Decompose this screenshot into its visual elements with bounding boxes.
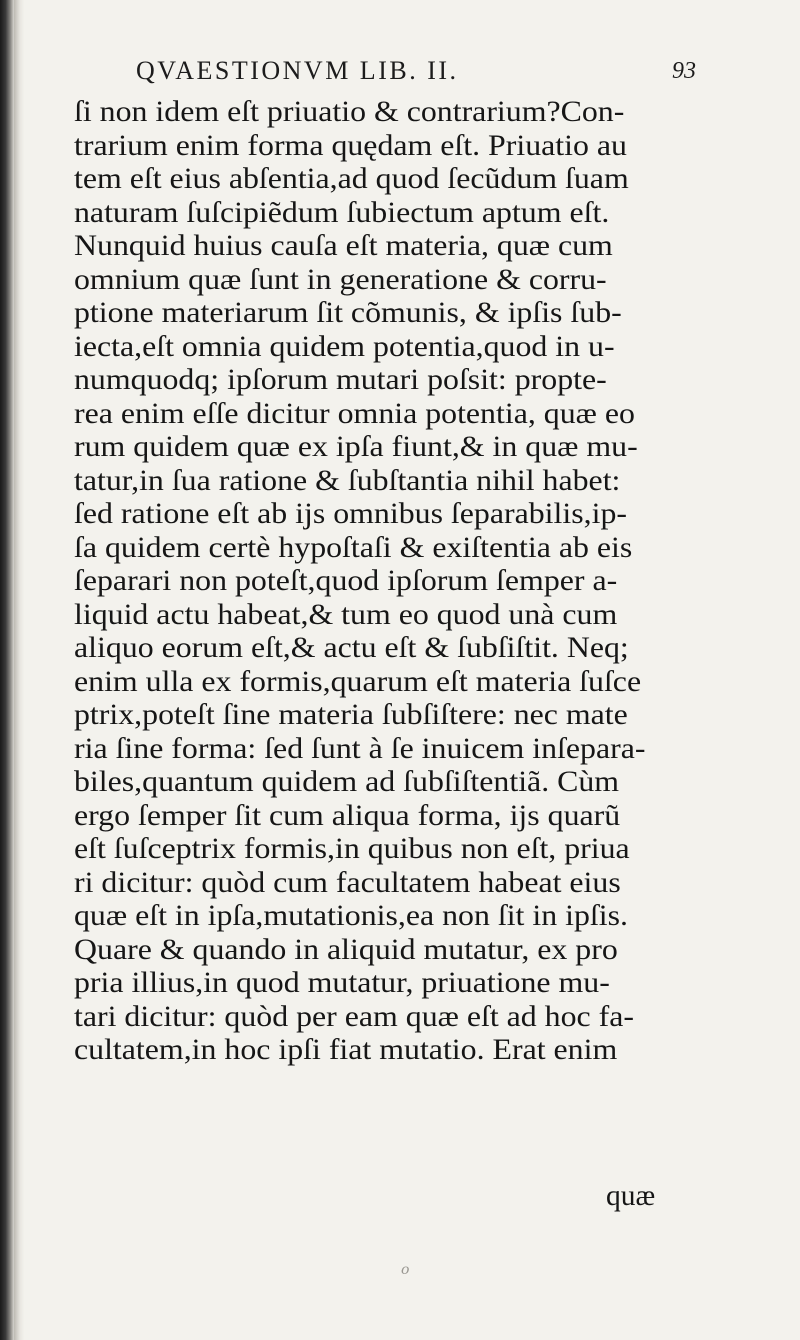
- text-line: trarium enim forma quędam eſt. Priuatio au: [74, 129, 627, 162]
- text-line: ergo ſemper ſit cum aliqua forma, ijs quarũ: [74, 799, 621, 832]
- text-line: enim ulla ex formis,quarum eſt materia ſuſce: [74, 665, 642, 698]
- page-number: 93: [672, 58, 696, 84]
- book-page: [24, 0, 800, 1340]
- book-spine-shadow: [0, 0, 14, 1340]
- text-line: liquid actu habeat,& tum eo quod unà cum: [74, 598, 618, 631]
- text-line: tem eſt eius abſentia,ad quod ſecũdum ſuam: [74, 163, 629, 195]
- text-line: aliquo eorum eſt,& actu eſt & ſubſiſtit. Neq;: [74, 632, 629, 664]
- text-line: eſt ſuſceptrix formis,in quibus non eſt, priua: [74, 833, 630, 865]
- text-line: ſed ratione eſt ab ijs omnibus ſeparabilis,ip-: [74, 498, 627, 530]
- text-line: rea enim eſſe dicitur omnia potentia, quæ eo: [74, 397, 635, 430]
- body-text: [74, 96, 684, 1068]
- text-line: biles,quantum quidem ad ſubſiſtentiã. Cùm: [74, 766, 620, 798]
- text-line: rum quidem quæ ex ipſa fiunt,& in quæ mu-: [74, 431, 638, 463]
- page-gutter: [14, 0, 24, 1340]
- text-line: tatur,in ſua ratione & ſubſtantia nihil habet:: [74, 464, 621, 497]
- text-line: tari dicitur: quòd per eam quæ eſt ad hoc fa-: [74, 1000, 635, 1033]
- catchword: quæ: [606, 1180, 656, 1212]
- text-line: ſi non idem eſt priuatio & contrarium?Con-: [74, 96, 625, 128]
- text-line: ri dicitur: quòd cum facultatem habeat eius: [74, 866, 621, 899]
- text-line: quæ eſt in ipſa,mutationis,ea non ſit in ipſis.: [74, 900, 628, 932]
- text-line: pria illius,in quod mutatur, priuatione mu-: [74, 967, 610, 999]
- text-line: naturam ſuſcipiẽdum ſubiectum aptum eſt.: [74, 196, 610, 229]
- running-head: [136, 50, 696, 90]
- text-line: ria ſine forma: ſed ſunt à ſe inuicem inſepara-: [74, 732, 646, 765]
- text-line: ptione materiarum ſit cõmunis, & ipſis ſub-: [74, 297, 622, 329]
- text-line: ſeparari non poteſt,quod ipſorum ſemper a-: [74, 565, 618, 597]
- text-line: ptrix,poteſt ſine materia ſubſiſtere: nec mate: [74, 699, 628, 731]
- text-line: iecta,eſt omnia quidem potentia,quod in u-: [74, 330, 615, 363]
- text-line: cultatem,in hoc ipſi fiat mutatio. Erat enim: [74, 1034, 618, 1066]
- text-line: Nunquid huius cauſa eſt materia, quæ cum: [74, 230, 613, 262]
- paper-mark: o: [401, 1262, 410, 1278]
- text-line: omnium quæ ſunt in generatione & corru-: [74, 263, 607, 296]
- running-title: QVAESTIONVM LIB. II.: [136, 56, 459, 85]
- text-line: Quare & quando in aliquid mutatur, ex pro: [74, 933, 618, 966]
- text-line: numquodq; ipſorum mutari poſsit: propte-: [74, 364, 607, 396]
- text-line: ſa quidem certè hypoſtaſi & exiſtentia ab eis: [74, 531, 633, 564]
